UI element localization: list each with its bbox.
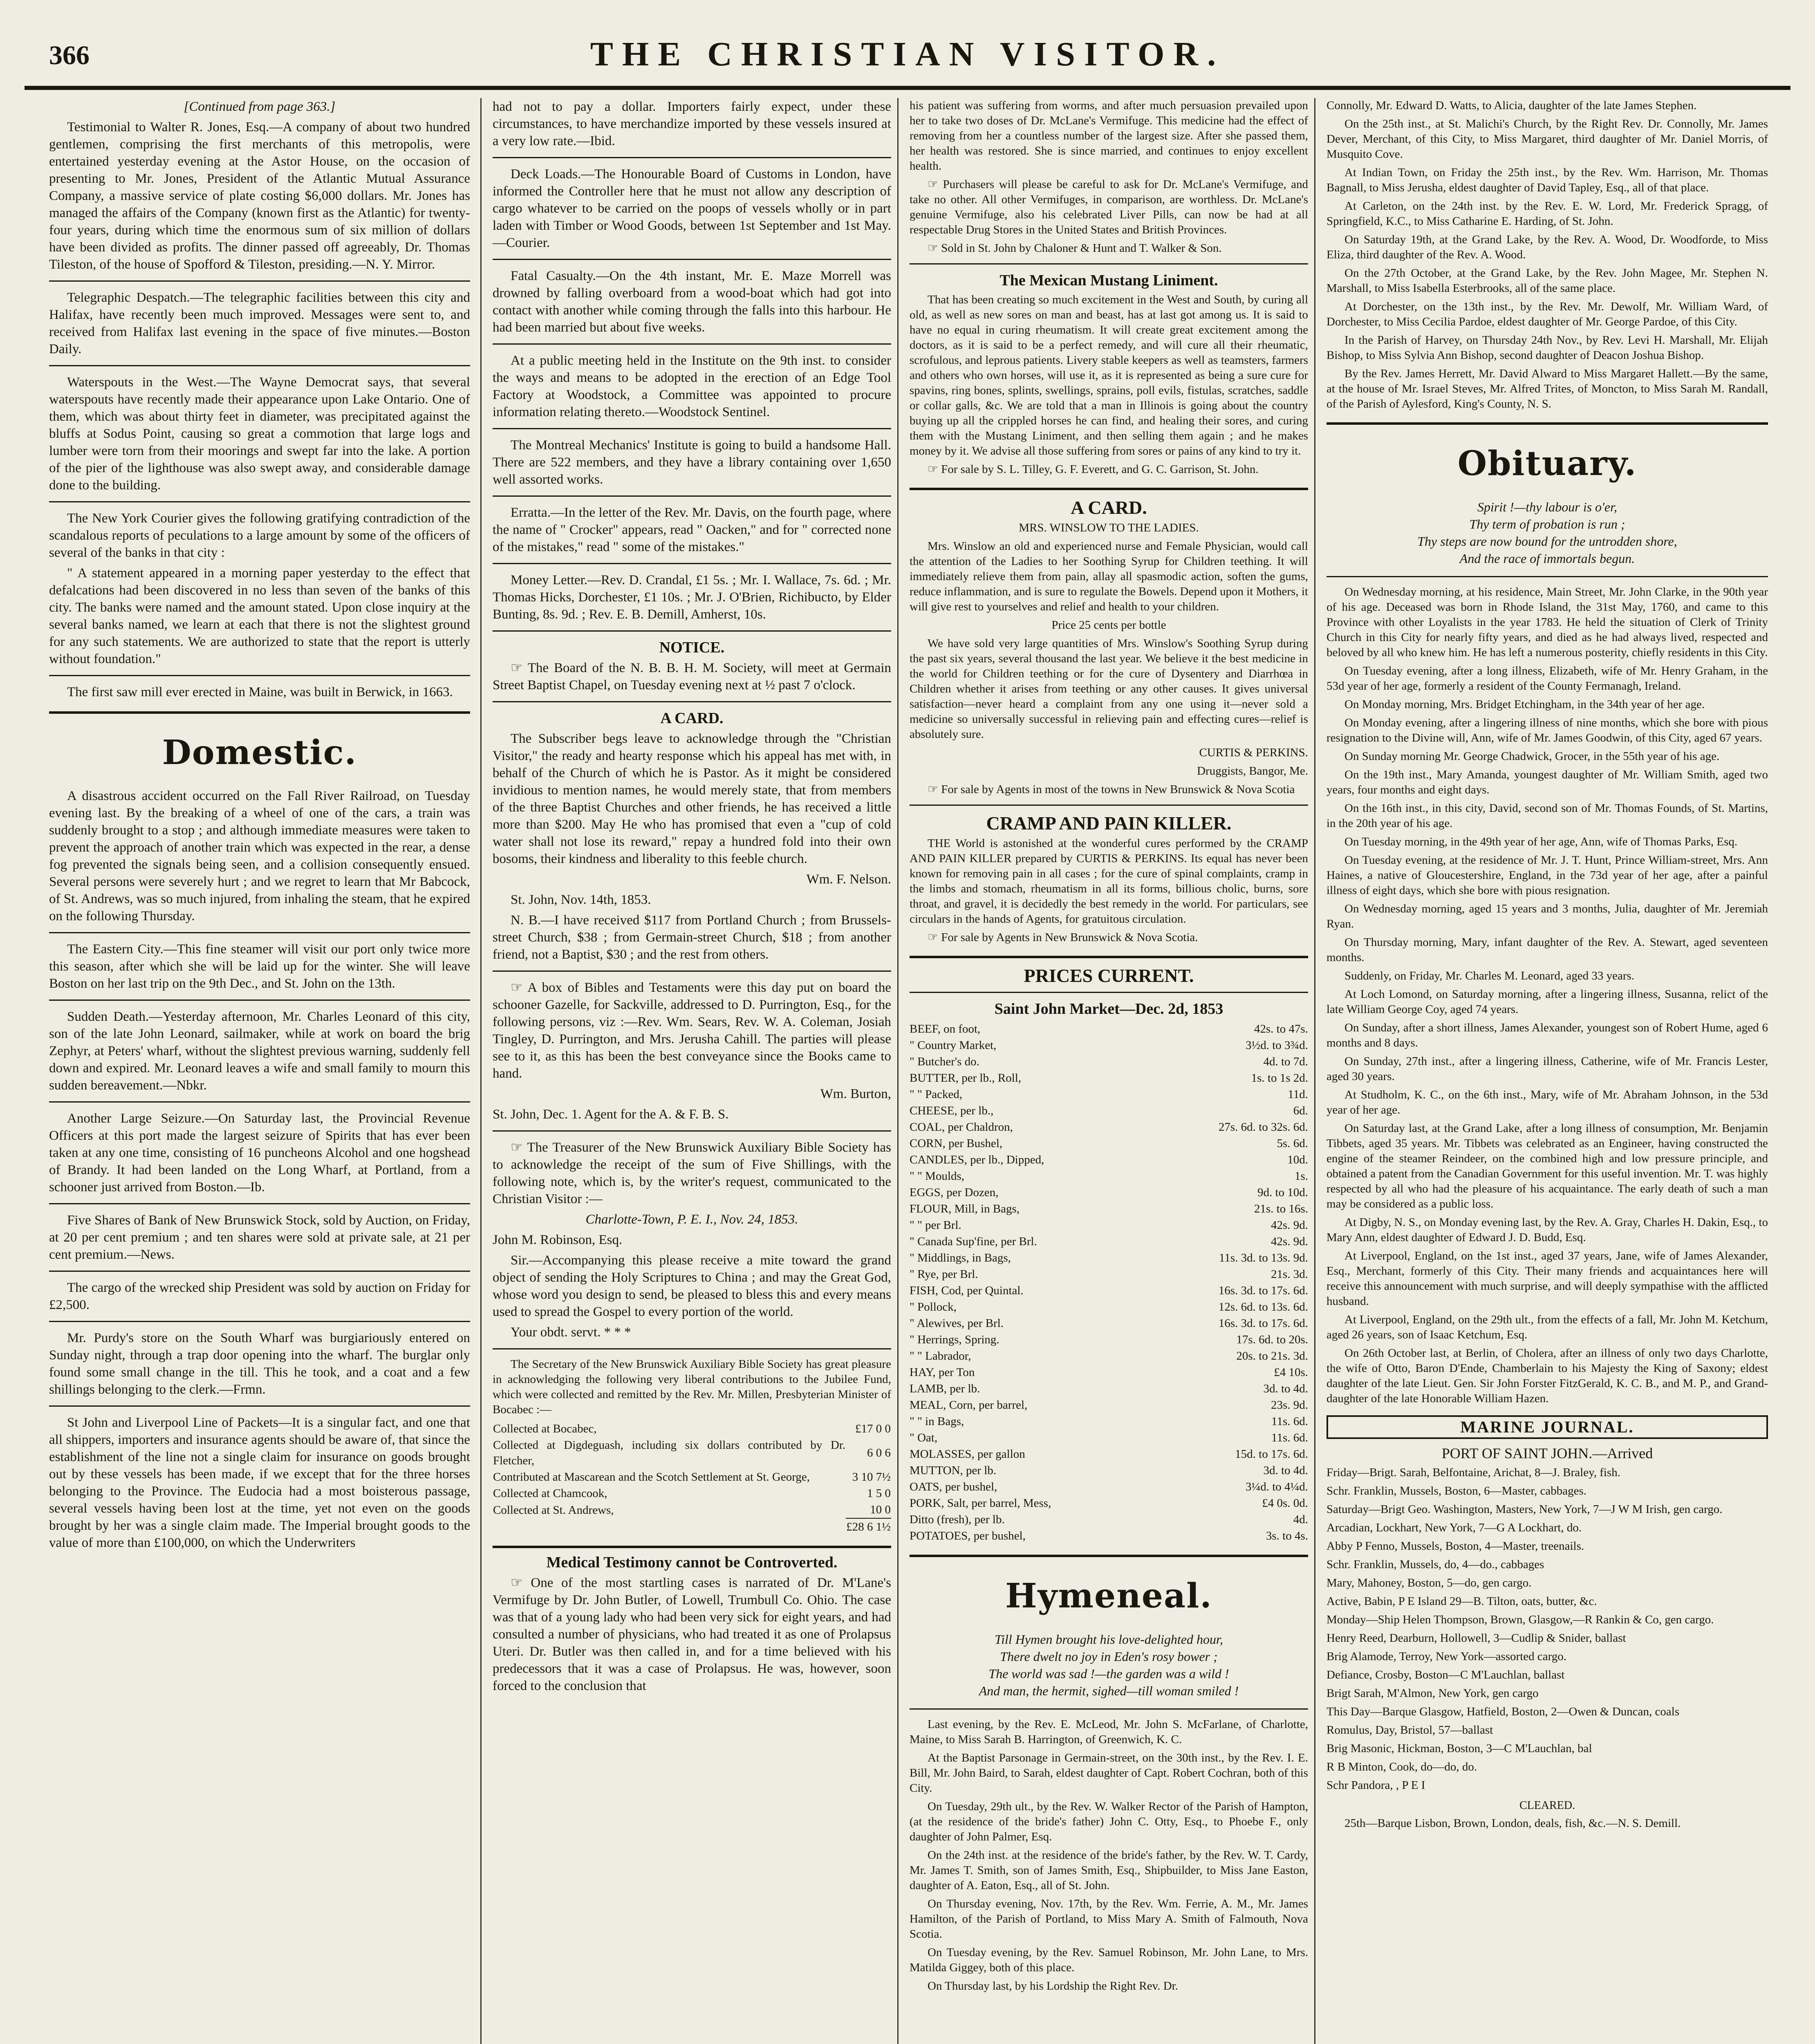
price-row xyxy=(910,1217,1308,1233)
price-value: £4 10s. xyxy=(1274,1366,1308,1379)
divider xyxy=(49,1271,470,1272)
arrival-entry: Mary, Mahoney, Boston, 5—do, gen cargo. xyxy=(1327,1576,1532,1589)
divider xyxy=(493,701,891,702)
card-subheading: MRS. WINSLOW TO THE LADIES. xyxy=(1019,521,1199,534)
obituary-notice: On Wednesday morning, at his residence, Main Street, Mr. John Clarke, in the 90th year of his age. Deceased was born in Rhode Island, the 31st May, 1760, and came to this Province with other Loyalists in the year 1783. He held the situation of Clerk of Trinity Church in this City for nearly fifty years, and died as he had always lived, respected and beloved by all who knew him. He has left a numerous posterity, chiefly residents in this City. xyxy=(1327,585,1768,659)
price-value: 20s. to 21s. 3d. xyxy=(1236,1349,1308,1363)
letter-body: Sir.—Accompanying this please receive a mite toward the grand object of sending the Holy Scriptures to China ; and may the Great God, whose word you design to send, be pleased to bless this and every means used to spread the Gospel to every portion of the world. xyxy=(493,1253,891,1319)
obituary-notice: On the 16th inst., in this city, David, second son of Mr. Thomas Founds, of St. Martins, in the 20th year of his age. xyxy=(1327,802,1768,830)
price-value: 21s. to 16s. xyxy=(1254,1202,1308,1215)
masthead-bar xyxy=(25,33,1790,82)
price-row xyxy=(910,1021,1308,1037)
arrival-entry: Henry Reed, Dearburn, Hollowell, 3—Cudlip & Snider, ballast xyxy=(1327,1632,1626,1645)
price-item: " Canada Sup'fine, per Brl. xyxy=(910,1235,1037,1248)
card-signature-2: Druggists, Bangor, Me. xyxy=(1197,764,1308,778)
price-item: MOLASSES, per gallon xyxy=(910,1448,1025,1461)
obituary-notice: On Thursday morning, Mary, infant daughter of the Rev. A. Stewart, aged seventeen months. xyxy=(1327,936,1768,964)
header-rule xyxy=(25,86,1790,90)
price-item: " " per Brl. xyxy=(910,1219,961,1232)
price-row xyxy=(910,1201,1308,1217)
price-item: FLOUR, Mill, in Bags, xyxy=(910,1202,1020,1215)
article-deck-loads: Deck Loads.—The Honourable Board of Customs in London, have informed the Controller here that he must not allow any description of cargo whatever to be carried on the poops of vessels wholly or in part laden with Timber or Wood Goods, between 1st September and 1st May.—Courier. xyxy=(493,167,891,250)
price-value: 10d. xyxy=(1287,1153,1308,1166)
table-row: Collected at Chamcook, 1 5 0 xyxy=(493,1487,891,1500)
section-heading-hymeneal: Hymeneal. xyxy=(1005,1576,1212,1616)
price-value: 42s. 9d. xyxy=(1270,1219,1308,1232)
article-saw-mill: The first saw mill ever erected in Maine, was built in Berwick, in 1663. xyxy=(67,685,453,699)
price-value: 5s. 6d. xyxy=(1277,1137,1308,1150)
price-item: HAY, per Ton xyxy=(910,1366,975,1379)
article-eastern-city: The Eastern City.—This fine steamer will visit our port only twice more this season, after which she will be laid up for the winter. She will leave Boston on her last trip on the 9th Dec., and St. John on the 13th. xyxy=(49,942,470,991)
price-row xyxy=(910,1103,1308,1119)
mustang-sale: ☞ For sale by S. L. Tilley, G. F. Everett, and G. C. Garrison, St. John. xyxy=(928,463,1259,476)
article-waterspouts: Waterspouts in the West.—The Wayne Democrat says, that several waterspouts have recently made their appearance upon Lake Ontario. One of them, which was about thirty feet in diameter, was precipitated against the bluffs at Sodus Point, causing so great a commotion that large logs and lumber were torn from their moorings and swept far into the lake. A portion of the pier of the lighthouse was also swept away, and considerable damage done to the building. xyxy=(49,375,470,493)
divider xyxy=(49,1101,470,1103)
marriage-notice: At Carleton, on the 24th inst. by the Rev. E. W. Lord, Mr. Frederick Spragg, of Springfield, K.C., to Miss Catharine E. Harding, of St. John. xyxy=(1327,199,1768,228)
cramp-heading: CRAMP AND PAIN KILLER. xyxy=(986,813,1232,834)
medical-text: ☞ One of the most startling cases is narrated of Dr. M'Lane's Vermifuge by Dr. John Butler, of Lowell, Trumbull Co. Ohio. The case was that of a young lady who had been very sick for eight years, and had consulted a number of physicians, who had treated it as one of Prolapsus Uteri. Dr. Butler was then called in, and for a time believed with his predecessors that it was a case of Prolapsus. He was, however, soon forced to the conclusion that xyxy=(493,1576,891,1693)
obituary-notice: On Monday morning, Mrs. Bridget Etchingham, in the 34th year of her age. xyxy=(1344,698,1705,711)
price-item: LAMB, per lb. xyxy=(910,1382,980,1395)
price-value: 11s. 6d. xyxy=(1271,1431,1308,1444)
obituary-notice: On Tuesday evening, after a long illness, Elizabeth, wife of Mr. Henry Graham, in the 53d year of her age, formerly a resident of the County Fermanagh, Ireland. xyxy=(1327,664,1768,693)
section-rule xyxy=(49,711,470,714)
divider xyxy=(493,1130,891,1132)
price-item: " Rye, per Brl. xyxy=(910,1268,978,1281)
marriage-notice: By the Rev. James Herrett, Mr. David Alward to Miss Margaret Hallett.—By the same, at the house of Mr. Israel Steves, Mr. Alfred Trites, of Moncton, to Miss Sarah M. Randall, of the Parish of Aylesford, King's County, N. S. xyxy=(1327,367,1768,410)
obituary-notice: At Liverpool, England, on the 1st inst., aged 37 years, Jane, wife of James Alexander, Esq., Merchant, formerly of this City. Their many friends and acquaintances here will receive this announcement with much surprise, and will deeply sympathise with the afflicted husband. xyxy=(1327,1249,1768,1308)
marriage-notice: On Tuesday, 29th ult., by the Rev. W. Walker Rector of the Parish of Hampton, (at the residence of the bride's father) John C. Otty, Esq., to Phoebe F., only daughter of John Palmer, Esq. xyxy=(910,1800,1308,1843)
article-wrecked-ship: The cargo of the wrecked ship President was sold by auction on Friday for £2,500. xyxy=(49,1280,470,1312)
divider xyxy=(49,1000,470,1001)
price-row xyxy=(910,1233,1308,1250)
price-item: " Pollock, xyxy=(910,1300,957,1313)
cleared-heading: CLEARED. xyxy=(1519,1799,1575,1812)
arrival-entry: Brigt Sarah, M'Almon, New York, gen cargo xyxy=(1327,1687,1539,1700)
price-value: 42s. 9d. xyxy=(1270,1235,1308,1248)
card-heading: A CARD. xyxy=(660,710,724,727)
price-row xyxy=(910,1250,1308,1266)
price-row xyxy=(910,1446,1308,1462)
marriage-notice: On the 25th inst., at St. Malichi's Church, by the Right Rev. Dr. Connolly, Mr. James Dever, Merchant, of this City, to Miss Margaret, third daughter of Mr. Daniel Morris, of Musquito Cove. xyxy=(1327,117,1768,161)
column-2 xyxy=(493,98,891,1698)
price-item: POTATOES, per bushel, xyxy=(910,1529,1026,1542)
obituary-notice: On Tuesday morning, in the 49th year of her age, Ann, wife of Thomas Parks, Esq. xyxy=(1344,835,1738,848)
price-value: 1s. xyxy=(1294,1170,1308,1183)
column-1 xyxy=(49,98,470,1555)
price-row xyxy=(910,1430,1308,1446)
obituary-notice: On the 19th inst., Mary Amanda, youngest daughter of Mr. William Smith, aged two years, four months and eight days. xyxy=(1327,768,1768,796)
card-sale: ☞ For sale by Agents in most of the towns in New Brunswick & Nova Scotia xyxy=(928,783,1295,796)
price-item: " " in Bags, xyxy=(910,1415,964,1428)
divider xyxy=(493,563,891,564)
bibles-date: St. John, Dec. 1. Agent for the A. & F. B. S. xyxy=(493,1107,729,1122)
table-row: Contributed at Mascarean and the Scotch Settlement at St. George, 3 10 7½ xyxy=(493,1470,891,1484)
price-row xyxy=(910,1495,1308,1511)
arrival-entry: Schr Pandora, , P E I xyxy=(1327,1779,1425,1792)
price-row xyxy=(910,1299,1308,1315)
arrival-entry: Defiance, Crosby, Boston—C M'Lauchlan, ballast xyxy=(1327,1668,1565,1681)
obituary-notice: At Loch Lomond, on Saturday morning, after a lingering illness, Susanna, relict of the late William George Coy, aged 74 years. xyxy=(1327,988,1768,1016)
article-burglary: Mr. Purdy's store on the South Wharf was burgiariously entered on Sunday night, through a trap door opening into the wharf. The burglar only found some small change in the till. This he took, and a coat and a few shillings belonging to the clerk.—Frmn. xyxy=(49,1331,470,1397)
price-value: 23s. 9d. xyxy=(1270,1399,1308,1412)
marine-journal-heading: MARINE JOURNAL. xyxy=(1327,1415,1768,1439)
marriage-notice: On Tuesday evening, by the Rev. Samuel Robinson, Mr. John Lane, to Mrs. Matilda Giggey, both of this place. xyxy=(910,1946,1308,1974)
section-rule xyxy=(1327,422,1768,425)
price-item: " " Moulds, xyxy=(910,1170,965,1183)
price-value: 3d. to 4d. xyxy=(1263,1464,1308,1477)
price-row xyxy=(910,1037,1308,1053)
marriage-notice: Connolly, Mr. Edward D. Watts, to Alicia, daughter of the late James Stephen. xyxy=(1327,99,1697,112)
card-signature: CURTIS & PERKINS. xyxy=(1199,746,1308,759)
arrival-entry: Arcadian, Lockhart, New York, 7—G A Lockhart, do. xyxy=(1327,1521,1582,1534)
cramp-sale: ☞ For sale by Agents in New Brunswick & Nova Scotia. xyxy=(928,931,1198,944)
obituary-notice: On Tuesday evening, at the residence of Mr. J. T. Hunt, Prince William-street, Mrs. Ann Haines, a native of Gloucestershire, England, in the 73d year of her age, after a painful illness of eight days, which she bore with pious resignation. xyxy=(1327,854,1768,897)
price-item: COAL, per Chaldron, xyxy=(910,1121,1013,1134)
arrival-entry: Brig Masonic, Hickman, Boston, 3—C M'Lauchlan, bal xyxy=(1327,1742,1592,1755)
article-erratta: Erratta.—In the letter of the Rev. Mr. Davis, on the fourth page, where the name of " Crocker" appears, read " Oacken," and for " corrected none of the mistakes," read " some of the mistakes." xyxy=(493,505,891,554)
arrival-entry: Schr. Franklin, Mussels, Boston, 6—Master, cabbages. xyxy=(1327,1484,1586,1497)
article-railroad-accident: A disastrous accident occurred on the Fall River Railroad, on Tuesday evening last. By the breaking of a wheel of one of the cars, a train was suddenly brought to a stop ; and although immediate measures were taken to prevent the approach of another train which was expected in the rear, a dense fog prevented the signals being seen, and a collision consequently ensued. Several persons were severely hurt ; and we regret to learn that Mr Babcock, of St. Andrews, was so much injured, from inhaling the steam, that he expired on the following Thursday. xyxy=(49,789,470,923)
letter-signature: Your obdt. servt. * * * xyxy=(511,1325,631,1340)
price-value: 16s. 3d. to 17s. 6d. xyxy=(1218,1317,1308,1330)
bibles-signature: Wm. Burton, xyxy=(820,1087,891,1101)
price-value: £4 0s. 0d. xyxy=(1262,1497,1308,1510)
price-row xyxy=(910,1413,1308,1430)
divider xyxy=(49,1203,470,1204)
divider xyxy=(493,970,891,972)
price-item: " " Packed, xyxy=(910,1088,963,1101)
price-item: CHEESE, per lb., xyxy=(910,1104,994,1117)
price-value: 4d. xyxy=(1293,1513,1308,1526)
obituary-notice: At Liverpool, England, on the 29th ult., from the effects of a fall, Mr. John M. Ketchum, aged 26 years, son of Isaac Ketchum, Esq. xyxy=(1327,1313,1768,1341)
marriage-notice: In the Parish of Harvey, on Thursday 24th Nov., by Rev. Levi H. Marshall, Mr. Elijah Bishop, to Miss Sylvia Ann Bishop, second daughter of Deacon Joshua Bishop. xyxy=(1327,334,1768,362)
price-item: MUTTON, per lb. xyxy=(910,1464,997,1477)
divider xyxy=(493,495,891,497)
obituary-notice: On Sunday, after a short illness, James Alexander, youngest son of Robert Hume, aged 6 months and 8 days. xyxy=(1327,1021,1768,1049)
page-number: 366 xyxy=(49,40,90,70)
mustang-heading: The Mexican Mustang Liniment. xyxy=(999,272,1218,289)
divider xyxy=(493,343,891,345)
marriage-notice: Last evening, by the Rev. E. McLeod, Mr. John S. McFarlane, of Charlotte, Maine, to Miss Sarah B. Harrington, of Greenwich, K. C. xyxy=(910,1718,1308,1746)
divider xyxy=(49,365,470,366)
arrival-entry: Romulus, Day, Bristol, 57—ballast xyxy=(1327,1724,1493,1737)
price-value: 12s. 6d. to 13s. 6d. xyxy=(1218,1300,1308,1313)
article-packets: St John and Liverpool Line of Packets—It is a singular fact, and one that all shippers, importers and insurance agents should be aware of, that since the establishment of the line not a single claim for insurance on goods brought out by these vessels has been made, if we except that for the three horses belonging to the Province. The Eudocia had a most boisterous passage, several vessels having been lost at the time, yet not even on the goods brought by her was a single claim made. The Imperial brought goods to the value of more than £100,000, on which the Underwriters xyxy=(49,1415,470,1550)
price-value: 3s. to 4s. xyxy=(1266,1529,1308,1542)
article-testimonial: Testimonial to Walter R. Jones, Esq.—A company of about two hundred gentlemen, comprising the first merchants of this metropolis, were entertained yesterday evening at the Astor House, on the occasion of presenting to Mr. Jones, President of the Atlantic Mutual Assurance Company, a massive service of plate costing $6,000 dollars. Mr. Jones has managed the affairs of the Company (known first as the Atlantic) for twenty-four years, during which time the enormous sum of six million of dollars have been divided as profits. The dinner passed off agreeably, Dr. Thomas Tileston, of the house of Spofford & Tileston, presiding.—N. Y. Mirror. xyxy=(49,120,470,272)
price-row xyxy=(910,1315,1308,1331)
divider xyxy=(910,992,1308,993)
arrival-entry: Monday—Ship Helen Thompson, Brown, Glasgow,—R Rankin & Co, gen cargo. xyxy=(1327,1613,1714,1626)
price-item: Ditto (fresh), per lb. xyxy=(910,1513,1005,1526)
price-row xyxy=(910,1086,1308,1103)
column-4 xyxy=(1327,98,1768,1834)
price-item: MEAL, Corn, per barrel, xyxy=(910,1399,1028,1412)
letter-place: Charlotte-Town, P. E. I., Nov. 24, 1853. xyxy=(585,1212,798,1227)
marriage-notice: On Thursday last, by his Lordship the Right Rev. Dr. xyxy=(928,1979,1178,1992)
obituary-notice: On Saturday last, at the Grand Lake, after a long illness of consumption, Mr. Benjamin Tibbets, aged 35 years. Mr. Tibbets was celebrated as an Engineer, having constructed the engine of the steamer Reindeer, on the combined high and low pressure principle, and obtained a patent from the Canadian Government for this useful invention. Mr. T. was highly respected by all who had the pleasure of his acquaintance. The early death of such a man may be considered as a public loss. xyxy=(1327,1122,1768,1210)
article-money-letter: Money Letter.—Rev. D. Crandal, £1 5s. ; Mr. I. Wallace, 7s. 6d. ; Mr. Thomas Hicks, Dorchester, £1 10s. ; Mr. J. O'Brien, Richibucto, by Elder Bunting, 8s. 9d. ; Rev. E. B. Demill, Amherst, 10s. xyxy=(493,573,891,622)
article-courier-quote: " A statement appeared in a morning paper yesterday to the effect that defalcations had been discovered in no less than seven of the banks of this city. The banks were named and the amount stated. Upon close inquiry at the several banks named, we learn at each that there is not the slightest ground for any such statements. We are authorized to state that the report is utterly without foundation." xyxy=(49,566,470,666)
hymeneal-poem: Till Hymen brought his love-delighted hour, There dwelt no joy in Eden's rosy bower ; The world was sad !—the garden was a wild ! And man, the hermit, sighed—till woman smiled ! xyxy=(979,1632,1239,1698)
newspaper-title: THE CHRISTIAN VISITOR. xyxy=(590,35,1225,73)
price-value: 3¼d. to 4¼d. xyxy=(1245,1480,1308,1493)
arrival-entry: Abby P Fenno, Mussels, Boston, 4—Master, treenails. xyxy=(1327,1540,1584,1553)
price-item: OATS, per bushel, xyxy=(910,1480,997,1493)
price-row xyxy=(910,1152,1308,1168)
divider xyxy=(493,157,891,158)
divider xyxy=(49,675,470,676)
obituary-notice: At Digby, N. S., on Monday evening last, by the Rev. A. Gray, Charles H. Dakin, Esq., to Mary Ann, eldest daughter of Edward J. D. Budd, Esq. xyxy=(1327,1216,1768,1244)
column-3 xyxy=(910,98,1308,1997)
price-value: 11s. 6d. xyxy=(1271,1415,1308,1428)
article-packets-cont: had not to pay a dollar. Importers fairly expect, under these circumstances, to have merchandize imported by these vessels insured at a very low rate.—Ibid. xyxy=(493,99,891,148)
divider xyxy=(493,1348,891,1349)
price-row xyxy=(910,1266,1308,1282)
marriage-notice: At Indian Town, on Friday the 25th inst., by the Rev. Wm. Harrison, Mr. Thomas Bagnall, to Miss Jerusha, eldest daughter of David Tapley, Esq., all of that place. xyxy=(1327,166,1768,194)
price-row xyxy=(910,1397,1308,1413)
prices-heading: PRICES CURRENT. xyxy=(1024,965,1194,986)
card-price: Price 25 cents per bottle xyxy=(1051,619,1166,632)
divider xyxy=(493,428,891,429)
article-sudden-death: Sudden Death.—Yesterday afternoon, Mr. Charles Leonard of this city, son of the late John Leonard, sailmaker, while at work on board the brig Zephyr, at Peters' wharf, without the slightest previous warning, suddenly fell down and expired. Mr. Leonard leaves a wife and small family to mourn this sudden bereavement.—Nbkr. xyxy=(49,1009,470,1093)
price-row xyxy=(910,1528,1308,1544)
arrival-entry: Active, Babin, P E Island 29—B. Tilton, oats, butter, &c. xyxy=(1327,1595,1597,1608)
price-value: 11s. 3d. to 13s. 9d. xyxy=(1219,1251,1308,1264)
price-row xyxy=(910,1331,1308,1348)
price-row xyxy=(910,1168,1308,1184)
price-item: FISH, Cod, per Quintal. xyxy=(910,1284,1024,1297)
card-date: St. John, Nov. 14th, 1853. xyxy=(511,892,651,907)
treasurer-notice: ☞ The Treasurer of the New Brunswick Auxiliary Bible Society has to acknowledge the receipt of the sum of Five Shillings, with the following note, which is, by the writer's request, communicated to the Christian Visitor :— xyxy=(493,1140,891,1206)
price-value: 4d. to 7d. xyxy=(1263,1055,1308,1068)
marriage-notice: On the 24th inst. at the residence of the bride's father, by the Rev. W. T. Cardy, Mr. James T. Smith, son of James Smith, Esq., Shipbuilder, to Miss Jane Easton, daughter of A. Eaton, Esq., all of St. John. xyxy=(910,1849,1308,1892)
price-item: CANDLES, per lb., Dipped, xyxy=(910,1153,1044,1166)
price-row xyxy=(910,1348,1308,1364)
obituary-notice: At Studholm, K. C., on the 6th inst., Mary, wife of Mr. Abraham Johnson, in the 53d year of her age. xyxy=(1327,1088,1768,1116)
price-row xyxy=(910,1070,1308,1086)
marriage-notice: On the 27th October, at the Grand Lake, by the Rev. John Magee, Mr. Stephen N. Marshall, to Miss Isabella Esterbrooks, all of the same place. xyxy=(1327,267,1768,295)
medical-text-cont: his patient was suffering from worms, and after much persuasion prevailed upon her to take two doses of Dr. McLane's Vermifuge. This medicine had the effect of removing from her a countless number of the largest size. After she passed them, her health was restored. She is since married, and continues to enjoy excellent health. xyxy=(910,99,1308,173)
price-item: CORN, per Bushel, xyxy=(910,1137,1003,1150)
price-row xyxy=(910,1381,1308,1397)
bibles-notice: ☞ A box of Bibles and Testaments were this day put on board the schooner Gazelle, for Sackville, addressed to D. Purrington, Esq., for the following persons, viz :—Rev. Wm. Sears, Rev. W. A. Coleman, Josiah Tingley, D. Purrington, and Mrs. Jerusha Cahill. The parties will please see to it, as this has been the best conveyance since the Books came to hand. xyxy=(493,980,891,1081)
price-row xyxy=(910,1053,1308,1070)
obituary-notice: On Wednesday morning, aged 15 years and 3 months, Julia, daughter of Mr. Jeremiah Ryan. xyxy=(1327,902,1768,930)
marriage-notice: At the Baptist Parsonage in Germain-street, on the 30th inst., by the Rev. I. E. Bill, Mr. John Baird, to Sarah, eldest daughter of Capt. Robert Cochran, both of this City. xyxy=(910,1751,1308,1795)
price-value: 6d. xyxy=(1293,1104,1308,1117)
card-nb: N. B.—I have received $117 from Portland Church ; from Brussels-street Church, $38 ; from Germain-street Church, $18 ; from another friend, not a Baptist, $30 ; and the rest from others. xyxy=(493,913,891,962)
obituary-poem: Spirit !—thy labour is o'er, Thy term of probation is run ; Thy steps are now bound for the untrodden shore, And the race of immortals begun. xyxy=(1417,500,1677,566)
price-item: BEEF, on foot, xyxy=(910,1022,981,1035)
arrival-entry: Schr. Franklin, Mussels, do, 4—do., cabbages xyxy=(1327,1558,1544,1571)
marriage-notice: At Dorchester, on the 13th inst., by the Rev. Mr. Dewolf, Mr. William Ward, of Dorchester, to Miss Cecilia Pardoe, eldest daughter of Mr. George Pardoe, of this City. xyxy=(1327,300,1768,328)
section-rule xyxy=(493,1546,891,1548)
price-row xyxy=(910,1119,1308,1135)
arrival-entry: Brig Alamode, Terroy, New York—assorted cargo. xyxy=(1327,1650,1567,1663)
continued-note: [Continued from page 363.] xyxy=(184,99,336,114)
table-row-total: £28 6 1½ xyxy=(493,1518,891,1535)
divider xyxy=(910,263,1308,264)
price-item: " " Labrador, xyxy=(910,1349,971,1363)
section-rule xyxy=(910,956,1308,958)
column-divider xyxy=(897,98,899,2044)
divider xyxy=(49,280,470,282)
price-item: EGGS, per Dozen, xyxy=(910,1186,999,1199)
arrival-entry: R B Minton, Cook, do—do, do. xyxy=(1327,1760,1477,1773)
vermifuge-notice: ☞ Purchasers will please be careful to ask for Dr. McLane's Vermifuge, and take no other. All other Vermifuges, in comparison, are worthless. Dr. McLane's genuine Vermifuge, also his celebrated Liver Pills, can now be had at all respectable Drug Stores in the United States and British Provinces. xyxy=(910,178,1308,236)
price-row xyxy=(910,1364,1308,1381)
arrival-entry: Friday—Brigt. Sarah, Belfontaine, Arichat, 8—J. Braley, fish. xyxy=(1327,1466,1620,1479)
price-row xyxy=(910,1479,1308,1495)
cramp-text: THE World is astonished at the wonderful cures performed by the CRAMP AND PAIN KILLER prepared by CURTIS & PERKINS. Its equal has never been known for removing pain in all cases ; for the cure of spinal complaints, cramp in the limbs and stomach, rheumatism in all its forms, billious cholic, burns, sore throat, and gravel, it is decidedly the best remedy in the world. For particulars, see circulars in the hands of Agents, for gratuitous circulation. xyxy=(910,837,1308,926)
article-fatal-casualty: Fatal Casualty.—On the 4th instant, Mr. E. Maze Morrell was drowned by falling overboard from a wood-boat which had got into contact with another while coming through the falls into this harbour. He had been married but about five weeks. xyxy=(493,269,891,335)
article-public-meeting: At a public meeting held in the Institute on the 9th inst. to consider the ways and means to be adopted in the erection of an Edge Tool Factory at Woodstock, a Committee was appointed to procure information relating thereto.—Woodstock Sentinel. xyxy=(493,353,891,419)
article-bank-shares: Five Shares of Bank of New Brunswick Stock, sold by Auction, on Friday, at 20 per cent premium ; and ten shares were sold at private sale, at 21 per cent premium.—News. xyxy=(49,1213,470,1262)
divider xyxy=(49,932,470,933)
divider xyxy=(1327,576,1768,577)
divider xyxy=(910,805,1308,806)
mustang-text: That has been creating so much excitement in the West and South, by curing all old, as well as new sores on man and beast, has at last got among us. It is said to have no equal in curing rheumatism. It will create great excitement among the doctors, as it is said to be a perfect remedy, and will cure all their rheumatic, scrofulous, and leprous patients. Livery stable keepers as well as teamsters, farmers and others who own horses, will use it, as it is represented as being a sure cure for spavins, ring bones, splints, swellings, sprains, poll evils, fistulas, scratches, saddle or collar galls, &c. We are told that a man in Illinois is going about the country buying up all the crippled horses he can find, and healing their sores, and curing them with the Mustang Liniment, and then selling them again ; and he makes money by it. We advise all those suffering from sores or pains of any kind to try it. xyxy=(910,293,1308,457)
column-divider xyxy=(1314,98,1315,2044)
price-value: 3½d. to 3¾d. xyxy=(1245,1039,1308,1052)
column-divider xyxy=(480,98,482,2044)
divider xyxy=(49,1405,470,1407)
obituary-notice: On Sunday, 27th inst., after a lingering illness, Catherine, wife of Mr. Francis Lester, aged 30 years. xyxy=(1327,1055,1768,1083)
divider xyxy=(49,1321,470,1322)
arrival-entry: Saturday—Brigt Geo. Washington, Masters, New York, 7—J W M Irish, gen cargo. xyxy=(1327,1503,1723,1516)
table-row: Collected at Bocabec, £17 0 0 xyxy=(493,1422,891,1435)
section-heading-obituary: Obituary. xyxy=(1457,444,1637,483)
table-row: Collected at Digdeguash, including six dollars contributed by Dr. Fletcher, 6 0 6 xyxy=(493,1439,891,1467)
market-heading: Saint John Market—Dec. 2d, 1853 xyxy=(994,1000,1223,1018)
card-text: The Subscriber begs leave to acknowledge through the "Christian Visitor," the ready and hearty response which his appeal has met with, in behalf of the Church of which he is Pastor. As it might be considered invidious to mention names, he would merely state, that from members of the three Baptist Churches and other friends, he has received a little more than $200. May He who has promised that even a "cup of cold water shall not lose its reward," repay a hundred fold into their own bosoms, their kindness and liberality to this feeble church. xyxy=(493,731,891,866)
contributions-table xyxy=(493,1421,891,1535)
obituary-notice: On Sunday morning Mr. George Chadwick, Grocer, in the 55th year of his age. xyxy=(1344,750,1720,763)
price-row xyxy=(910,1135,1308,1152)
card-signature: Wm. F. Nelson. xyxy=(806,872,891,887)
marriage-notice: On Saturday 19th, at the Grand Lake, by the Rev. A. Wood, Dr. Woodforde, to Miss Eliza, third daughter of the Rev. A. Wood. xyxy=(1327,233,1768,261)
article-telegraphic: Telegraphic Despatch.—The telegraphic facilities between this city and Halifax, have recently been much improved. Messages were sent to, and received from Halifax last evening in the space of five minutes.—Boston Daily. xyxy=(49,290,470,356)
notice-heading: NOTICE. xyxy=(659,639,725,656)
divider xyxy=(493,259,891,260)
divider xyxy=(493,630,891,632)
article-courier: The New York Courier gives the following gratifying contradiction of the scandalous reports of peculations to a large amount by some of the officers of several of the banks in that city : xyxy=(49,511,470,560)
card-text: Mrs. Winslow an old and experienced nurse and Female Physician, would call the attention of the Ladies to her Soothing Syrup for Children teething. It will immediately relieve them from pain, allay all spasmodic action, soften the gums, reduce inflammation, and is sure to regulate the Bowels. Depend upon it Mothers, it will give rest to yourselves and relief and health to your children. xyxy=(910,540,1308,613)
prices-table xyxy=(910,1021,1308,1544)
notice-text: ☞ The Board of the N. B. B. H. M. Society, will meet at Germain Street Baptist Chapel, on Tuesday evening next at ½ past 7 o'clock. xyxy=(493,661,891,693)
price-value: 21s. 3d. xyxy=(1270,1268,1308,1281)
card-text-2: We have sold very large quantities of Mrs. Winslow's Soothing Syrup during the past six years, several thousand the last year. We believe it the best medicine in the world for Children teething or for the cure of Dysentery and Diarrhœa in Children whether it arises from teething or any other causes. It gives universal satisfaction—never heard a complaint from any one using it—never sold a medicine so universally successful in relieving pain and effecting cures—relief is absolutely sure. xyxy=(910,637,1308,741)
jubilee-notice: The Secretary of the New Brunswick Auxiliary Bible Society has great pleasure in acknowledging the following very liberal contributions to the Jubilee Fund, which were collected and remitted by the Rev. Mr. Millen, Presbyterian Minister of Bocabec :— xyxy=(493,1358,891,1416)
medical-heading: Medical Testimony cannot be Controverted. xyxy=(546,1554,838,1571)
letter-to: John M. Robinson, Esq. xyxy=(493,1233,623,1247)
price-item: " Middlings, in Bags, xyxy=(910,1251,1011,1264)
price-item: PORK, Salt, per barrel, Mess, xyxy=(910,1497,1051,1510)
obituary-notice: Suddenly, on Friday, Mr. Charles M. Leonard, aged 33 years. xyxy=(1344,969,1635,982)
obituary-notice: On 26th October last, at Berlin, of Cholera, after an illness of only two days Charlotte, the wife of Otto, Baron D'Ende, Chamberlain to his Majesty the King of Saxony; eldest daughter of the late Lieut. Gen. Sir John Forster FitzGerald, K. C. B., and M. P., and Grand-daughter of the late Honorable William Hazen. xyxy=(1327,1347,1768,1405)
section-heading-domestic: Domestic. xyxy=(162,733,357,772)
arrivals-list xyxy=(1327,1465,1768,1793)
price-item: " Butcher's do. xyxy=(910,1055,979,1068)
table-row: Collected at St. Andrews, 10 0 xyxy=(493,1503,891,1517)
marriage-notice: On Thursday evening, Nov. 17th, by the Rev. Wm. Ferrie, A. M., Mr. James Hamilton, of the Parish of Portland, to Miss Mary A. Smith of Falmouth, Nova Scotia. xyxy=(910,1897,1308,1941)
price-value: 1s. to 1s 2d. xyxy=(1251,1071,1308,1085)
article-seizure: Another Large Seizure.—On Saturday last, the Provincial Revenue Officers at this port made the largest seizure of Spirits that has ever been taken at any one time, consisting of 16 puncheons Alcohol and one hogshead of Brandy. It had been landed on the Long Wharf, at Portland, from a schooner just arrived from Boston.—Ib. xyxy=(49,1111,470,1195)
section-rule xyxy=(910,1555,1308,1557)
price-row xyxy=(910,1282,1308,1299)
price-value: 27s. 6d. to 32s. 6d. xyxy=(1218,1121,1308,1134)
price-item: " Herrings, Spring. xyxy=(910,1333,999,1346)
card-heading: A CARD. xyxy=(1071,497,1147,518)
article-montreal: The Montreal Mechanics' Institute is going to build a handsome Hall. There are 522 members, and they have a library containing over 1,650 well assorted works. xyxy=(493,438,891,487)
price-item: " Country Market, xyxy=(910,1039,997,1052)
price-value: 16s. 3d. to 17s. 6d. xyxy=(1218,1284,1308,1297)
divider xyxy=(49,501,470,502)
section-rule xyxy=(910,488,1308,490)
cleared-entry: 25th—Barque Lisbon, Brown, London, deals, fish, &c.—N. S. Demill. xyxy=(1344,1817,1681,1830)
arrival-entry: This Day—Barque Glasgow, Hatfield, Boston, 2—Owen & Duncan, coals xyxy=(1327,1705,1680,1718)
price-item: BUTTER, per lb., Roll, xyxy=(910,1071,1022,1085)
vermifuge-sale: ☞ Sold in St. John by Chaloner & Hunt and T. Walker & Son. xyxy=(928,242,1222,255)
price-value: 42s. to 47s. xyxy=(1254,1022,1308,1035)
price-item: " Alewives, per Brl. xyxy=(910,1317,1004,1330)
obituary-notice: On Monday evening, after a lingering illness of nine months, which she bore with pious resignation to the Divine will, Ann, wife of Mr. James Goodwin, of this City, aged 67 years. xyxy=(1327,716,1768,744)
price-value: 17s. 6d. to 20s. xyxy=(1236,1333,1308,1346)
divider xyxy=(910,1708,1308,1710)
price-row xyxy=(910,1462,1308,1479)
price-item: " Oat, xyxy=(910,1431,938,1444)
price-value: 3d. to 4d. xyxy=(1263,1382,1308,1395)
price-value: 9d. to 10d. xyxy=(1257,1186,1308,1199)
price-value: 15d. to 17s. 6d. xyxy=(1235,1448,1308,1461)
port-heading: PORT OF SAINT JOHN.—Arrived xyxy=(1441,1445,1653,1461)
price-row xyxy=(910,1511,1308,1528)
price-value: 11d. xyxy=(1288,1088,1308,1101)
price-row xyxy=(910,1184,1308,1201)
